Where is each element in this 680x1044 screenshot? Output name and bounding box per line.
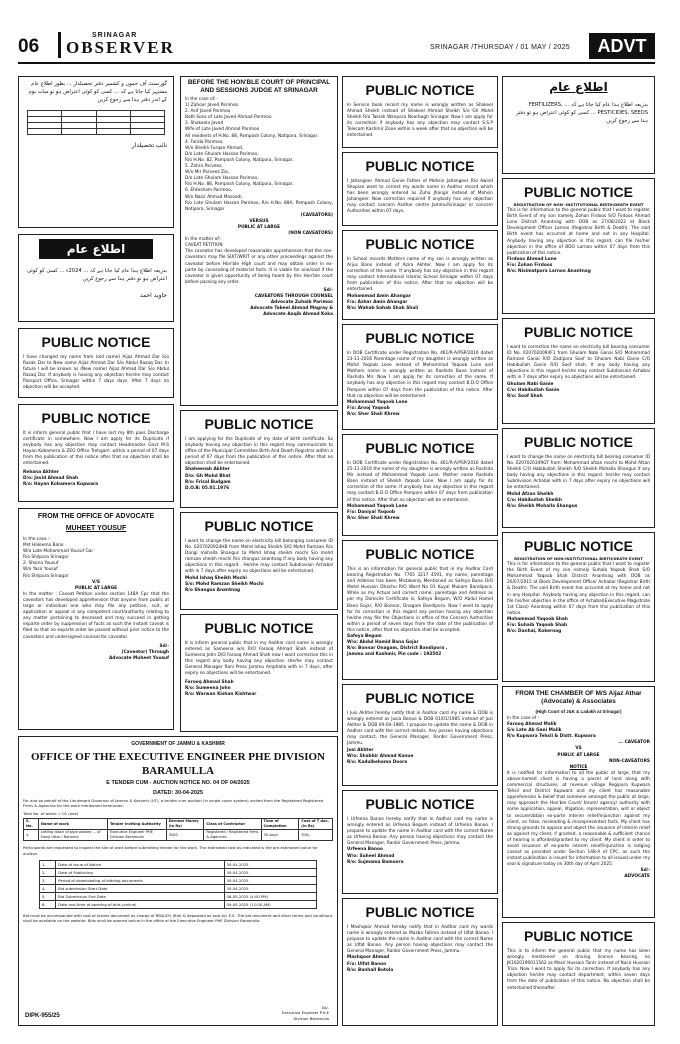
case-line: All residents of H.No. 88, Pamposh Colony, Natipora, Srinagar.	[185, 133, 319, 139]
table-header: Tender inviting Authority	[107, 819, 166, 830]
notice-title: PUBLIC NOTICE	[365, 904, 475, 920]
sign-line: Sd/-	[323, 287, 333, 293]
sign-line: Division Baramulla	[293, 1015, 329, 1021]
chamber-sign	[503, 868, 654, 880]
table-cell: 1.	[40, 861, 56, 869]
sign-line: Sd/-	[640, 868, 650, 874]
table-row	[40, 885, 317, 893]
sign-line: D/o: Javid Ahmad Shah	[23, 475, 79, 481]
notice-title: PUBLIC NOTICE	[365, 158, 475, 174]
public-notice	[18, 328, 174, 398]
case-line: Both Sons of Late Javed Ahmad Parimoo	[185, 115, 272, 121]
notice-body: It is inform general public that in my Aadhar card name is wrongly entered as Sameena w/o R/O Farooq Ahmad Shah instead of Sumeena John D/O Farooq Ahmad Shah now I want correction this in this regard any body having any objection she/he may contact General Manager Rani Press Jammu Amphalla with in 7 days, after expiry no objections will be entertained.	[185, 641, 333, 677]
sign-line: ADVOCATE	[624, 874, 650, 880]
notice-body: This is an information for general public that in my Aadhar Card bearing Registration No. 7765 3217 4591, my name, parentage and Address has been Mistakenly Mentioned as Safeya Bano D/O Mohd Hussain Dhachu R/O Ward No 01 Kuyal Mukam Bandipora. While as my Actual and correct name, parentage and Address as per my Domicile Certificate is, Safeya Begum, W/O Abdul Hamid Bana Gojar, R/O Bonnar, Onagam Bandipora. Now I want to apply for its correction in this regard any person having any objection he/she may file the Objections in office of the Concern Authorities within a period of seven days from the date of the publication of this notice, after that no objection shall be accepted.	[347, 567, 493, 633]
sign-line: R/o: Sher Shali Khrew	[347, 515, 400, 521]
notice-body: I am applying for the Duplicate of my date of birth certificate. So anybody having any objection in this regard may communicate to office of the Municipal Committee Birth And Death Registrar within a period of 07 days from the publication of this notice. After that no objection shall be entertained.	[185, 437, 333, 467]
case-line: W/o Nazir Ahmad Masoodi,	[185, 194, 243, 200]
case-line: R/o Shilpora Srinagar	[23, 573, 69, 579]
sign-line: Jusi Akhter	[347, 747, 374, 753]
public-at-large: PUBLIC AT LARGE	[557, 752, 600, 758]
court-sign	[181, 288, 337, 318]
sign-line: (Caveator) Through	[121, 649, 169, 655]
public-notice	[342, 434, 498, 536]
case-line: 6. Ehtesham Parimoo,	[185, 188, 233, 194]
non-caveators-label: (NON CAVEATORS)	[288, 231, 333, 237]
table-cell: Executive Engineer PHE Division Baramulla	[107, 830, 166, 841]
advocate-notice	[18, 508, 174, 730]
sign-line: Advocate Muheet Yousuf	[108, 655, 169, 661]
chamber-sub: (High Court of J&K & Ladakh at Srinagar)	[535, 709, 622, 714]
public-notice	[502, 922, 655, 1026]
notice-body: It is inform general public that I have lost my 8th pass Discharge certificate in somewhere. Now I am apply for its Duplicate if anybody has any objection may contact Headmaster Govt M.S Hayan Kobamera & ZEO Office Trehgam. within a period of 07 days from the publication of this notice after that no objection shall be entertained.	[23, 431, 169, 467]
notice-sign	[343, 847, 497, 865]
table-cell: Letting down of pipe wastes ... of Hanji Uttar / Rohama	[38, 830, 107, 841]
sign-line: R/o Shangus Anantnag	[185, 587, 241, 593]
notice-body: In DOB Certificate under Registration No. 461/R-A/PSP/2016 dated 23-11-2016 Parentage name of my daughter is wrongly written as Mohd Yaqoob Lone instead of Mohammad Yaqoob Lone and Mothers name is wrongly written as Rashida Bano instead of Rashida Mir. Now I am apply for its correction of the same. If anybody has any objection in this regard may contact B.D.O Office Pampore within 07 days from the publication of this notice. After that no objection will be entertained.	[347, 351, 493, 399]
court-parties	[181, 97, 337, 213]
tender-date: DATED: 30-04-2025	[152, 790, 204, 796]
urdu-notice-text: گورنمنٹ آف جموں و کشمیر دفتر تحصیلدار ... بطور اطلاع عام مشتہر کیا جاتا ہے کہ ... کسی کو کوئی اعتراض ہو تو سات یوم کے اندر دفتر ہذا سے رجوع کریں	[28, 81, 167, 103]
urdu-table	[27, 110, 165, 135]
table-cell: 30-04-2025	[224, 885, 316, 893]
sign-line: F/o: Azhar Amin Ahangar	[347, 299, 408, 305]
public-notice	[502, 428, 655, 528]
table-row	[40, 869, 317, 877]
sign-line: R/o: Soof Shah	[507, 393, 543, 399]
non-caveators-label: NON-CAVEATORS	[608, 758, 650, 764]
public-notice	[180, 614, 338, 732]
case-line: 1) Zahoor Javed Parimoo	[185, 103, 239, 109]
notice-sign	[343, 504, 497, 522]
sign-line: Mohd Ishaq Sheikh Mochi	[185, 575, 247, 581]
sign-line: C/o: Habibullah Ganie	[507, 387, 560, 393]
notice-body: This is for information to the general public that I want to register the Birth Event of my son namely Suhaib Yaqoob Shah S/O Mohammad Yaqoob Shah District Anantnag with DOB as 26/07/2015 at Block Development Officer Achabal (Registrar Birth & Death). The said Birth event has occurred at my home and not in any Hospital. Anybody having any objection in this regard, can file his/her objection in the office of Achabal(Executive Magistrate 1st Class) Anantnag within 07 days from this publication of this notice.	[507, 562, 650, 616]
case-line: D/o Late Ghulam Hassan Parimoo,	[185, 176, 259, 182]
case-parties	[19, 537, 173, 580]
case-line: W/o Late Mohammad Yousuf Gar	[23, 549, 94, 555]
table-cell: 6.	[40, 901, 56, 909]
notice-sign	[343, 634, 497, 658]
notice-sign	[503, 257, 654, 275]
case-line: 2. Asif Javed Parimoo	[185, 109, 231, 115]
notice-title: PUBLIC NOTICE	[524, 538, 633, 554]
public-notice	[180, 410, 338, 508]
dipk-number: DIPK-955/25	[25, 1013, 60, 1019]
table-cell: Date of issue of Notice	[56, 861, 224, 869]
notice-sign	[181, 467, 337, 491]
notice-sign	[503, 382, 654, 400]
advocate-name: MUHEET YOUSUF	[65, 525, 127, 532]
public-notice	[342, 230, 498, 320]
table-cell: Period of downloading of bidding documents	[56, 877, 224, 885]
notice-sign	[343, 748, 497, 766]
sign-line: R/o: Bonnar Onagam, District Bandipora ,	[347, 646, 448, 652]
notice-title: PUBLIC NOTICE	[524, 928, 633, 944]
sign-line: R/o: Danhal, Kokernag	[507, 629, 562, 635]
advocate-sign	[19, 644, 173, 662]
sign-line: R/o: Sheikh Mohalla Shangus	[507, 503, 578, 509]
matter-line: In the matter of:-	[185, 237, 222, 243]
sign-line: S/o: Mohd Ramzan Sheikh Mochi	[185, 581, 264, 587]
sign-line: Mohd Afzan Sheikh	[507, 491, 554, 497]
public-notice	[342, 152, 498, 226]
sign-line: Advocate Tabeel Ahmad Magray &	[250, 306, 333, 312]
public-notice	[342, 790, 498, 894]
case-line: Farooq Ahmad Malik	[507, 722, 557, 728]
table-cell: Date of Publishing	[56, 869, 224, 877]
table-row	[24, 830, 333, 841]
notice-subtitle: REGISTRATION OF NON-INSTITUTIONAL BIRTH/DEATH EVENT	[514, 556, 643, 561]
sign-line: C/o: Habibullah Sheikh	[507, 497, 562, 503]
table-cell: Bid Submission End Date	[56, 893, 224, 901]
public-notice	[342, 540, 498, 680]
table-header: Class of Contractor	[204, 819, 261, 830]
sign-line: Shaheenah Akhter	[185, 467, 230, 473]
sign-line: F/o: Suhaib Yaqoob Shah	[507, 623, 568, 629]
notice-sign	[343, 400, 497, 418]
table-cell: 3.	[40, 877, 56, 885]
sign-line: Mohammad Yaqoob Lone	[347, 503, 408, 509]
masthead	[0, 0, 680, 62]
case-line: Mst Haleema Bano	[23, 543, 64, 549]
table-header: Name of work	[38, 819, 107, 830]
sign-line: D.O.B: 05.01.1976	[185, 485, 230, 491]
public-notice	[342, 324, 498, 430]
tender-number: E TENDER CUM - AUCTION NOTICE NO. 04 OF 04/2025	[106, 780, 250, 786]
sign-line: W/o: Suheel Ahmad	[347, 853, 395, 859]
chamber-heading: FROM THE CHAMBER OF M/S Aijaz Athar (Advocate) & Associates	[515, 690, 642, 705]
public-notice	[342, 76, 498, 148]
court-body: The caveator has developed reasonable apprehension that the non-caveators may file SUIT/WRIT or any other proceedings against the caveator before Hon'ble High court and may obtain order in ex-parte by concealing of material facts. It is viable for one/said if the caveator is given opportunity of being heard by this Hon'ble court before passing any order.	[185, 249, 333, 285]
table-cell: 09-05-2025 (11:00 AM)	[224, 901, 316, 909]
sign-line: Sd/-	[159, 643, 169, 649]
court-heading: BEFORE THE HON'BLE COURT OF PRINCIPAL AND SESSIONS JUDGE AT SRINAGAR	[187, 79, 331, 94]
divider	[58, 32, 61, 58]
sign-line: Rehana Akhter	[23, 469, 59, 475]
tender-notice	[18, 736, 338, 1026]
schedule-table	[19, 856, 337, 913]
public-notice	[180, 512, 338, 610]
versus: VERSUS	[249, 218, 269, 224]
case-line: 3. Shakeela Javed	[185, 121, 224, 127]
public-notice	[502, 532, 655, 682]
sign-line: Urfeena Banoo	[347, 847, 383, 853]
tender-sign	[278, 1005, 333, 1021]
table-cell: Registered / Registered firms & Agencies	[204, 830, 261, 841]
case-line: In the case of :	[507, 716, 539, 721]
case-line: W/o Mir Parveez Zia,	[185, 170, 230, 176]
case-line: Wife of Late Javed Ahmad Parimoo	[185, 127, 260, 133]
chamber-caveat	[502, 686, 655, 918]
tender-note: Participants are requested to inspect the site of work before submitting tender for the work. The estimated cost as indicated is the pre-estimated value for auction.	[23, 845, 318, 856]
urdu-notice-2	[18, 234, 174, 322]
notice-title: PUBLIC NOTICE	[204, 416, 314, 432]
notice-body: I want to change the name on electricity bill belonging consumer ID No. 0207020924HB from Mohd Ishaq Sheikh S/O Mohd Ramzan R/o Dangi mohalla Shangus to Mohd Ishaq sheikh mochi S/o mohd ramzan sheikh mochi R/o shangus anantnag if any body having any objections in this regard . He/she may contact Subdivision Achabal with in 7 days.after expiry no objections will be entertained.	[185, 539, 333, 575]
public-notice	[502, 178, 655, 314]
notice-body: I want to correction the name on electricity bill bearing consumer ID No. 0207020094F1 from Ghulam Nabi Ganai S/O Mohammad Ramzan Ganai R/O Zadipora Soof to Ghulam Nabi Ganie C/O Habibullah Ganie R/O Soof shah. If any body having any objections in this regard he/she may contact Subdivision Achabal with in 7 days after expiry no objections will be entertained.	[507, 345, 650, 381]
urdu-body: بذریعہ اطلاع ہذا عام کیا جاتا ہے کہ ... 2024ء ... کسی کو کوئی اعتراض ہو تو دفتر ہذا سے رجوع کریں	[26, 268, 167, 282]
table-cell: 5.	[40, 893, 56, 901]
public-notice	[342, 684, 498, 786]
notice-title: PUBLIC NOTICE	[365, 546, 475, 562]
tender-table	[19, 818, 337, 841]
table-row	[40, 861, 317, 869]
table-cell: Date and time of opening of bids (online)	[56, 901, 224, 909]
case-line: R/o Late Ghulam Hassan Parimoo, R/o H.No. 88A, Pampash Colony, Natipora, Srinagar	[185, 200, 333, 212]
sign-line: W/o: Shabbir Ahmad Kanue	[347, 753, 414, 759]
advocate-heading: FROM THE OFFICE OF ADVOCATE	[37, 513, 155, 520]
versus: V/S	[92, 579, 100, 585]
table-cell: 1.	[24, 830, 39, 841]
public-notice	[342, 898, 498, 1026]
notice-body: This is for information to the general public that I want to register Birth Event of my son namely Zohan Firdoos S/O Firdoos Ahmad Lone District Anantnag with DOB as 27/08/2022 at Block Development Officer Larnoo (Registrar Birth & Death). The said Birth event has occurred at home and not in any Hospital. Anybody having any objection in this regard, can file his/her objection in the office of BDO Larnoo within 07 days from this publication of this notice.	[507, 208, 650, 256]
urdu-title: اطلاع عام	[39, 239, 153, 259]
case-line: W/o Sheikh Furqan Ahmad,	[185, 145, 244, 151]
sign-line: R/o: Sumeena John	[185, 685, 231, 691]
table-cell: Bid submission Start Date	[56, 885, 224, 893]
matter	[181, 237, 337, 249]
table-row	[40, 901, 317, 909]
notice-sign	[343, 294, 497, 312]
caveators-label: (CAVEATORS)	[300, 212, 333, 218]
table-cell: 3500	[166, 830, 204, 841]
notice-sign	[343, 955, 497, 973]
case-line: In the case :-	[23, 537, 52, 542]
sign-line: CAVEATORS THROUGH COUNSEL	[254, 294, 333, 299]
case-parties	[503, 716, 654, 740]
sign-line: Mohammad Amin Ahangar	[347, 293, 411, 299]
advocate-body: In the matter : Caveat Petition under section 148A Cpc that the caveators has developed apprehension that anyone from public at large or individual one who may file any petition, suit, or application or appeal in any competent court/authority relating to any matter pertaining to deceased and may succeed in getting exparte order by suppression of facts as such the instant caveat is filed so that no exparte order be passed without prior notice to the caveators and undersigned counsel for caveator.	[23, 591, 169, 640]
sign-line: Ghulam Nabi Ganie	[507, 381, 554, 387]
notice-label: NOTICE	[569, 764, 588, 770]
notice-sign	[181, 680, 337, 698]
notice-body: This is to inform the general public that my name has been wrongly mentioned on driving licence bearing no JK1620190011562 as Masir Hussain Tantr instead of Nasir Hussain Trisa. Now I want to apply for its correction. If anybody has any objection he/she may contact department, within seven days from the date of publication of this notice. No objection shall be entertained thereafter.	[507, 949, 650, 991]
notice-body: I Jahangeer Ahmad Ganie Father of Mohsin Jahangeer R/o Awind Shopian want to correct my wards name in Aadhar record which has been wrongly entered as Zuha Jhangir instead of Mohsin Jahangeer. Now correction required if anybody has any objection may contact concern Aadhar centre Jammu/Srinagar or concern Authorities within 07 days.	[347, 179, 493, 215]
notice-body: In Service book record my name is wrongly written as Shakeel Ahmad Sheikh instead of Shakeel Ahmad Sheikh S/o Gh Mohd Sheikh R/o Takiah Wanpora Noorbagh Srinagar. Now I am apply for its correction if anybody has any objection may contact S.S.P Telecom Kashmir Zone within a week after that no objection will be entertained.	[347, 103, 493, 139]
table-cell: 08-05-2025 (4:00 PM)	[224, 893, 316, 901]
notice-sign	[19, 470, 173, 488]
versus: VS	[575, 746, 582, 752]
masthead-rule	[18, 62, 655, 64]
notice-sign	[181, 576, 337, 594]
sign-line: R/o: Wahab Sahab Shah Shali	[347, 305, 419, 311]
notice-subtitle: REGISTRATION OF NON -INSTITUTIONAL BIRTH/DEATH EVENT	[513, 202, 644, 207]
notice-title: PUBLIC NOTICE	[365, 82, 475, 98]
public-notice	[18, 404, 174, 502]
section-label: ADVT	[589, 33, 655, 59]
notice-body: I Jusi Akhter hereby notify that in Aadhar card my name & DOB is wrongly entered as Jusia Banoo & DOB 01/01/1985 instead of Jusi Akhter & DOB 09-04-1985. I propose to update the name & DOB in Aadhar card with the correct details. Any person having objections may contact, the General Manager, Ranbir Government Press, Jammu.	[347, 711, 493, 747]
case-line: R/o Shilpora Srinagar	[23, 555, 69, 561]
sign-line: F/o: Daniyal Yaqoob	[347, 509, 396, 515]
table-row	[40, 893, 317, 901]
sign-line: Advocate Aaqib Ahmad Koka	[263, 312, 333, 318]
table-header: Earnest Money (In Rs)	[166, 819, 204, 830]
notice-title: PUBLIC NOTICE	[204, 620, 314, 636]
case-line: D/o Late Ghulam Hassan Parimoo,	[185, 151, 259, 157]
notice-title: PUBLIC NOTICE	[365, 440, 475, 456]
notice-title: PUBLIC NOTICE	[365, 330, 475, 346]
table-header: S. No.	[24, 819, 39, 830]
sign-line: D/o: Gh Mohd Bhat	[185, 473, 231, 479]
notice-body: I Mashqoor Ahmad hereby notify that in Aadhar card my wards name is wrongly entered as Muzba Fatima instead of Ulfat Banoo. I propose to update the name in Aadhar card with the correct Name as Ulfat Banoo. Any person having objections may contact the General Manager, Ranbir Government Press, Jammu.	[347, 925, 493, 955]
sign-line: R/o: Frisal Budgam	[185, 479, 231, 485]
case-line: 4. Farida Parimoo,	[185, 139, 224, 145]
notice-title: PUBLIC NOTICE	[41, 410, 151, 426]
notice-title: PUBLIC NOTICE	[41, 334, 151, 350]
notice-body: I Urfeena Banoo hereby notify that in Aadhar card my name is wrongly entered as Urfeena Begum instead of Urfeena Banoo. I propose to update the name in Aadhar card with the correct Name as Urfeena Banoo. Any person having objections may contact the General Manager, Ranbir Government Press, Jammu.	[347, 817, 493, 847]
notice-sign	[503, 492, 654, 510]
sign-line: Safeya Begum	[347, 634, 382, 640]
sign-line: R/o: Banhall Botola	[347, 967, 394, 973]
case-line: S/o Late Ab Gani Malik	[507, 728, 562, 734]
table-cell: 30-04-2025	[224, 861, 316, 869]
urdu-sign: جاوید احمد	[139, 292, 167, 299]
page-number: 06	[18, 36, 40, 57]
tender-intro: For and on behalf of the Lieutenant Governor of Jammu & Kashmir (UT), e-tender cum auction (in single cover system) invited from the Registered Registered Firms & Agencies for the work mentioned hereunder:	[23, 798, 324, 809]
urdu-title: اطلاع عام	[549, 80, 608, 94]
public-at-large: PUBLIC AT LARGE	[74, 585, 118, 591]
sign-line: Farooq Ahmad Shah	[185, 679, 234, 685]
chamber-body: It is notified for information to all the public at large, that my above-named client is having a parcel of land along with commercial structures, at revenue village Regipora Kupwara Tehsil and District Kupwara and my client has reasonable apprehension & belief that someone amongst the public at large, may approach the Hon'ble Court/ forum/ agency/ authority with some application, appeal, litigation, representation, writ or object to secure/obtain ex-parte interim relief/injunction against my client, on false, misleading & misrepresented facts. My client has strong grounds to oppose and object the issuance of interim relief as against my client, if granted, a reasonable & sufficient chance of hearing is afforded/granted to my client. My client in order to avoid issuance of ex-parte interim relief/injunction is lodging caveat as provided under Section 148-A of CPC, as such the instant publication is issued for information to all issued under my seal & signature today on 30th day of April 2025.	[507, 770, 650, 868]
sign-line: Advocate Zuhaib Parimoo	[270, 300, 333, 306]
notice-title: PUBLIC NOTICE	[524, 184, 633, 200]
urdu-notice-3	[502, 76, 655, 174]
brand-logo: OBSERVER	[66, 38, 175, 57]
public-at-large: PUBLIC AT LARGE	[237, 224, 281, 230]
notice-title: PUBLIC NOTICE	[365, 690, 475, 706]
notice-body: I want to change the name on electricity bill bearing consumer ID No. 0207020349GT from: Mohammad afzan mochi to Mohd Afzan Sheikh C/O Habibullah Sheikh R/O Sheikh Mohalla Shangus if any body having any objections in this regard. he/she may contact Subdivision Achabal with in 7 days after expiry no objections will be entertained.	[507, 455, 650, 491]
case-line: W/o Yasir Yousuf	[23, 567, 58, 573]
table-header: Time of Completion	[261, 819, 299, 830]
sign-line: Mohammad Yaqoob Shah	[507, 616, 568, 622]
notice-title: PUBLIC NOTICE	[365, 796, 475, 812]
case-line: R/o H.No. 82, Pamposh Colony, Natipora, Srinagar.	[185, 157, 294, 163]
sign-line: Executive Engineer P.H.E	[281, 1010, 329, 1016]
tender-total: Total No. of works = 01 (one)	[23, 810, 79, 816]
dateline: SRINAGAR /THURSDAY / 01 MAY / 2025	[430, 44, 571, 51]
public-notice	[502, 318, 655, 424]
court-caveat	[180, 76, 338, 406]
sign-line: R/o: Nisimatpora Larnoo Anantnag	[507, 269, 591, 275]
sign-line: R/o: Sujmama Bamoora	[347, 859, 404, 865]
notice-title: PUBLIC NOTICE	[524, 434, 633, 450]
sign-line: F/o: Zohan Firdoos	[507, 262, 553, 268]
sign-line: Mashqoor Ahmad	[347, 955, 390, 961]
sign-line: R/o: Kadulbehama Doora	[347, 759, 408, 765]
case-line: 2. Shaina Yousuf	[23, 561, 59, 567]
tender-terms: Bid must be accompanied with cost of tender document as charge of RBI/LKY/ (Bid) & deposited as said A/c E.E. The bid document and other terms and conditions shall be available on the website. Bids shall be opened online in the office of the Executive Engineer PHE Division Baramulla.	[23, 913, 333, 924]
table-cell: 30-04-2025	[224, 869, 316, 877]
sign-line: R/o: Warwan Kishan Kishtwar	[185, 691, 257, 697]
notice-title: PUBLIC NOTICE	[365, 236, 475, 252]
sign-line: W/o: Abdul Hamid Bana Gojar	[347, 640, 419, 646]
table-cell: 30 days	[261, 830, 299, 841]
table-cell: 300/-	[299, 830, 333, 841]
sign-line: Mohammad Yaqoob Lone	[347, 399, 408, 405]
notice-body: In DOB Certificate under Registration No. 461/R-A/PSP/2016 dated 25-11-2016 the name of my daughter is wrongly written as Rashida Mir instead of Mohammad Yaqoob Lone. Mother name Rashida Bano instead of Sheikh Yaqoob Lone. Now I am apply for its correction of the same. If anybody has any objection in this regard may contact B.D.O Office Pampore within 07 days from publication of this notice. After that no objection will be entertained.	[347, 461, 493, 503]
notice-body: In School records Mothers name of my son is wrongly written as Arjus Bano instead of Azira Akhter. Now I am apply for its correction of the same. If anybody has any objection in this regard may contact International Islamic School Srinagar within 07 days from publication of this notice. After that no objection will be entertained.	[347, 257, 493, 293]
sign-line: Jammu and Kashmir, Pin code : 193502	[347, 652, 442, 658]
urdu-body: بذریعہ اطلاع ہذا عام کیا جاتا ہے کہ ... FERTILIZERS, PESTICIDES, SEEDS ... کسی کو کوئی اعتراض ہو تو دفتر ہذا سے رجوع کریں	[516, 102, 648, 124]
case-line: R/o H.No. 88, Pamposh Colony, Natipora, Srinagar.	[185, 182, 294, 188]
table-cell: 2.	[40, 869, 56, 877]
caveator-label: ... CAVEATOR	[618, 740, 650, 746]
gov-label: GOVERNMENT OF JAMMU & KASHMIR	[131, 741, 225, 747]
notice-title: PUBLIC NOTICE	[204, 518, 314, 534]
sign-line: F/o: Arooj Yaqoob	[347, 405, 390, 411]
sign-line: Firdoos Ahmad Lone	[507, 256, 557, 262]
table-row	[40, 877, 317, 885]
tender-title: OFFICE OF THE EXECUTIVE ENGINEER PHE DIVISION BARAMULLA	[31, 751, 325, 777]
sign-line: R/o: Sher Shali Khrew	[347, 411, 400, 417]
sign-line: F/o: Ulfat Banoo	[347, 961, 387, 967]
case-line: 5. Zahra Parveez,	[185, 164, 223, 170]
matter-line: CAVEAT PETITION	[185, 243, 223, 249]
sign-line: Sd/-	[321, 1004, 329, 1010]
case-line: In the case of:-	[185, 97, 218, 102]
brand-small: SRINAGAR	[92, 32, 138, 39]
urdu-sign: نائب تحصیلدار	[131, 142, 167, 150]
notice-title: PUBLIC NOTICE	[524, 324, 633, 340]
table-cell: 4.	[40, 885, 56, 893]
table-header: Cost of T doc. (in Rs)	[299, 819, 333, 830]
notice-sign	[503, 617, 654, 635]
urdu-notice-1	[18, 76, 174, 228]
case-line: R/o Kupwara Tehsil & Distt. Kupwara	[507, 734, 596, 740]
table-cell: 30-04-2025	[224, 877, 316, 885]
sign-line: R/o: Hayan Kobamera Kupwara	[23, 481, 99, 487]
notice-body: I have changed my name from (old name) Aijaz Ahmad Dar S/o Razak Dar to New name Aijaz Ahmad Dar S/o Abdul Razaq Dar. In future I will be known as (New name) Aijaz Ahmad Dar S/o Abdul Razaq Dar. If anybody is having any objection he/she may contact Passport Office, Srinagar within 7 days days. After 7 days no objection will be accepted.	[23, 355, 169, 391]
